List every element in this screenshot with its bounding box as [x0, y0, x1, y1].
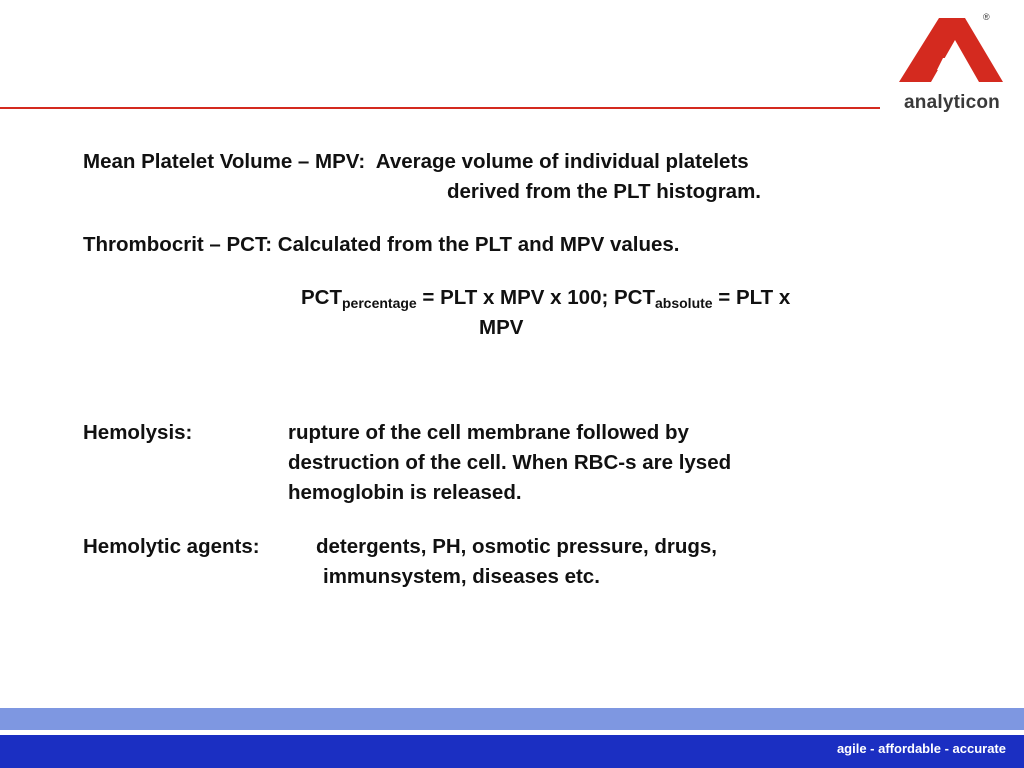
registered-mark: ®: [983, 12, 990, 22]
logo-wordmark: analyticon: [904, 92, 1000, 113]
footer-tagline: agile - affordable - accurate: [836, 741, 1006, 756]
pct-sub-absolute: absolute: [655, 295, 713, 311]
analyticon-logo: [896, 12, 1008, 124]
pct-formula-mid: = PLT x MPV x 100; PCT: [416, 286, 655, 309]
hemolytic-agents-term: Hemolytic agents:: [83, 535, 260, 558]
footer-band-light: [0, 708, 1024, 730]
pct-formula: [301, 283, 790, 313]
mpv-line-1: [83, 147, 749, 177]
hemolysis-line-1: rupture of the cell membrane followed by: [288, 421, 689, 444]
hemolytic-agents-line-1: detergents, PH, osmotic pressure, drugs,: [316, 535, 717, 558]
pct-line: Thrombocrit – PCT: Calculated from the PLT and MPV values.: [83, 233, 680, 256]
pct-formula-term: PCT: [301, 286, 342, 309]
hemolysis-term: Hemolysis:: [83, 421, 193, 444]
logo-a-mark-icon: [899, 18, 1003, 86]
pct-formula-wrap: MPV: [479, 316, 524, 339]
pct-formula-end: = PLT x: [712, 286, 791, 309]
hemolysis-line-2: destruction of the cell. When RBC-s are lysed: [288, 451, 732, 474]
header-divider: [0, 107, 880, 109]
mpv-term: Mean Platelet Volume – MPV:: [83, 150, 366, 173]
hemolytic-agents-line-2: immunsystem, diseases etc.: [323, 565, 600, 588]
mpv-definition-2: derived from the PLT histogram.: [447, 180, 761, 203]
pct-sub-percentage: percentage: [342, 295, 417, 311]
hemolysis-line-3: hemoglobin is released.: [288, 481, 522, 504]
mpv-definition-1: Average volume of individual platelets: [375, 150, 749, 173]
